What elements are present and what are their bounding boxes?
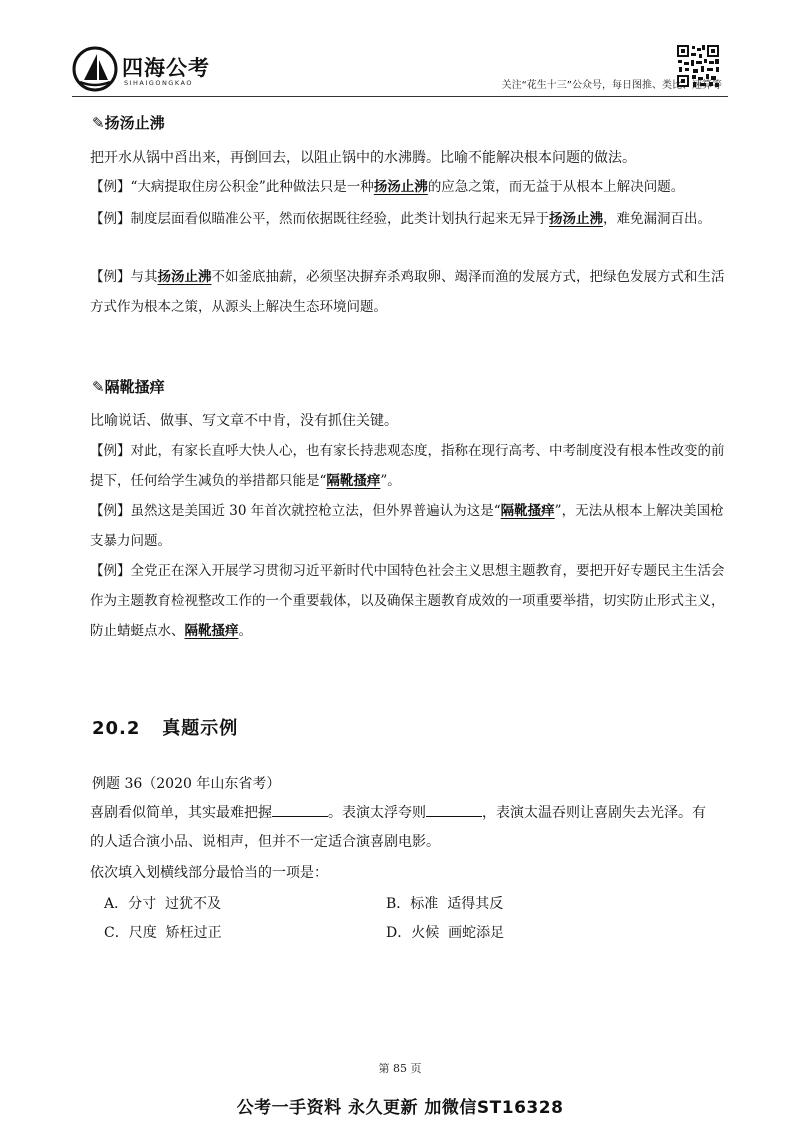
- section-name: 真题示例: [162, 718, 239, 739]
- option-c: C．尺度 矫枉过正: [104, 925, 222, 941]
- keyword: 扬汤止沸: [157, 269, 212, 285]
- section-number: 20.2: [92, 718, 141, 739]
- keyword: 隔靴搔痒: [326, 473, 381, 489]
- logo-text: 四海公考: [122, 56, 210, 80]
- idiom-title: 隔靴搔痒: [104, 378, 165, 396]
- header-divider: [72, 96, 728, 97]
- logo-subtitle: SIHAIGONGKAO: [124, 79, 193, 87]
- pencil-icon: ✎: [92, 114, 105, 132]
- option-b: B．标准 适得其反: [386, 896, 504, 912]
- example-paragraph: 【例】对此，有家长直呼大快人心，也有家长持悲观态度，指称在现行高考、中考制度没有根本性改变的前提下，任何给学生减负的举措都只能是“隔靴搔痒”。: [90, 443, 725, 489]
- logo: [72, 46, 212, 94]
- idiom-title: 扬汤止沸: [104, 114, 165, 132]
- question-title: 例题 36（2020 年山东省考）: [92, 776, 281, 792]
- blank-line: [272, 802, 328, 817]
- idiom-heading-1: [92, 112, 165, 133]
- blank-line: [426, 802, 482, 817]
- keyword: 扬汤止沸: [549, 211, 603, 227]
- question-prompt: 依次填入划横线部分最恰当的一项是：: [90, 865, 328, 881]
- footer-banner: 公考一手资料 永久更新 加微信ST16328: [236, 1098, 564, 1118]
- idiom-heading-2: [92, 376, 165, 397]
- section-title: [92, 714, 238, 740]
- example-paragraph: 【例】与其扬汤止沸不如釜底抽薪，必须坚决摒弃杀鸡取卵、竭泽而渔的发展方式，把绿色发展方式和生活方式作为根本之策，从源头上解决生态环境问题。: [90, 269, 725, 315]
- idiom-definition: 把开水从锅中舀出来，再倒回去，以阻止锅中的水沸腾。比喻不能解决根本问题的做法。: [90, 150, 636, 166]
- idiom-definition: 比喻说话、做事、写文章不中肯，没有抓住关键。: [90, 413, 398, 429]
- keyword: 隔靴搔痒: [184, 623, 239, 639]
- keyword: 扬汤止沸: [373, 179, 428, 195]
- option-a: A．分寸 过犹不及: [104, 896, 222, 912]
- question-stem-line-2: 的人适合演小品、说相声，但并不一定适合演喜剧电影。: [90, 834, 440, 850]
- example-paragraph: 【例】制度层面看似瞄准公平，然而依据既往经验，此类计划执行起来无异于扬汤止沸，难免漏洞百出。: [90, 211, 711, 227]
- header-note: 关注“花生十三”公众号，每日图推、类比、速算等: [501, 80, 722, 91]
- option-d: D．火候 画蛇添足: [386, 925, 505, 941]
- example-paragraph: 【例】全党正在深入开展学习贯彻习近平新时代中国特色社会主义思想主题教育，要把开好专题民主生活会作为主题教育检视整改工作的一个重要载体，以及确保主题教育成效的一项重要举措，切实防止形式主义，防止蜻蜓点水、隔靴搔痒。: [90, 563, 725, 639]
- page-number: 第 85 页: [378, 1062, 422, 1075]
- keyword: 隔靴搔痒: [500, 503, 555, 519]
- example-paragraph: 【例】虽然这是美国近 30 年首次就控枪立法，但外界普遍认为这是“隔靴搔痒”，无法从根本上解决美国枪支暴力问题。: [90, 503, 724, 549]
- pencil-icon: ✎: [92, 378, 105, 396]
- question-stem-line-1: 喜剧看似简单，其实最难把握 。表演太浮夸则 ，表演太温吞则让喜剧失去光泽。有: [90, 802, 706, 823]
- logo-sail-icon: [72, 46, 118, 92]
- example-paragraph: 【例】“大病提取住房公积金”此种做法只是一种扬汤止沸的应急之策，而无益于从根本上解决问题。: [90, 179, 685, 195]
